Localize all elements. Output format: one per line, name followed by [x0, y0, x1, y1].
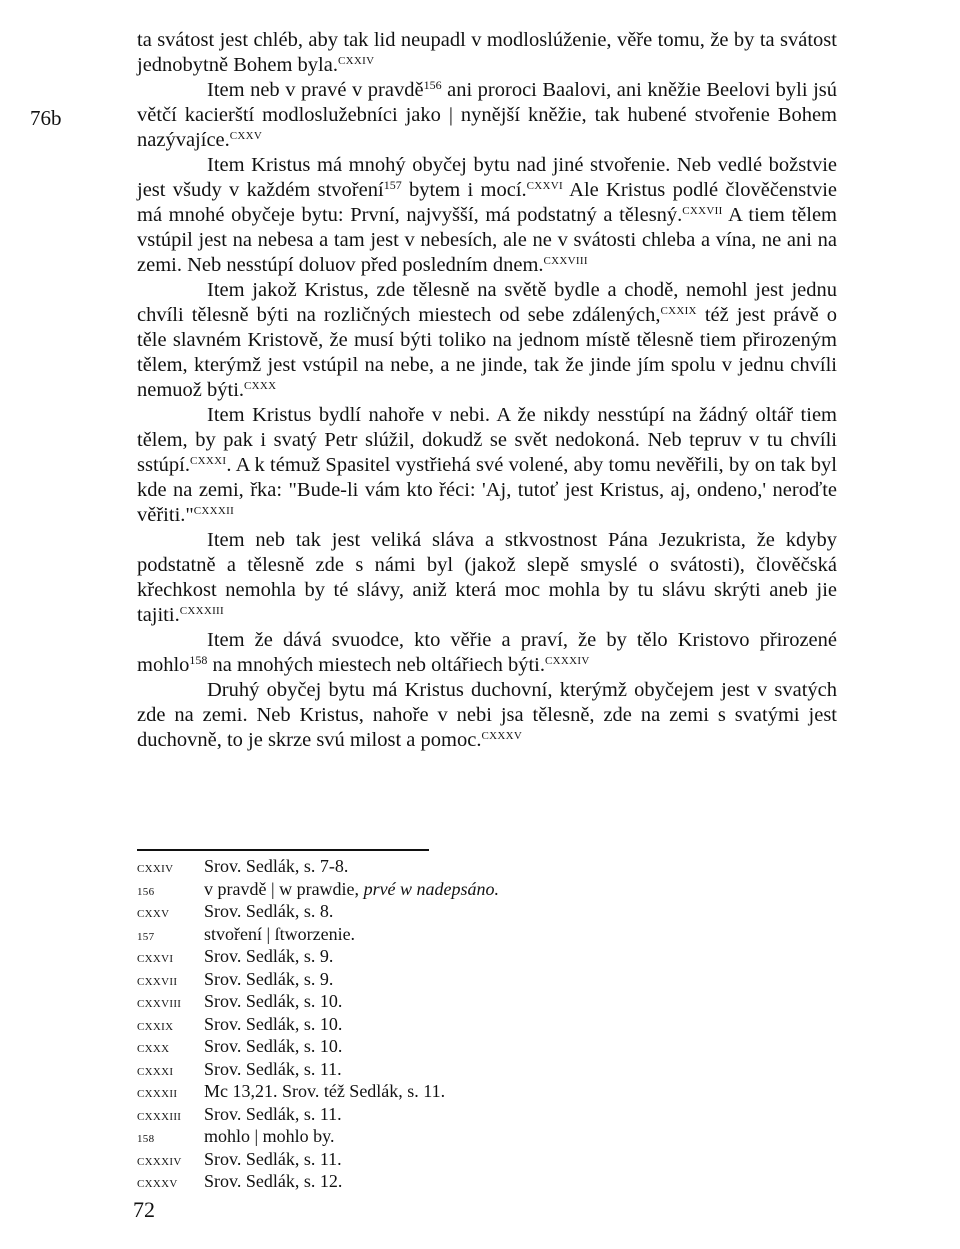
footnote-mark: CXXIX — [137, 1020, 174, 1033]
footnote-text-run: Srov. Sedlák, s. 11. — [204, 1103, 342, 1124]
paragraph — [137, 678, 837, 753]
footnote-mark: CXXXIII — [137, 1110, 182, 1123]
main-text — [137, 28, 837, 753]
text-run: ani proroci Baalovi, ani kněžie Beelovi byli jsú větčí kacierští modloslužebníci jako | nynější kněžie, tak hubené stvořenie Bohem nazývajíce. — [137, 79, 837, 151]
footnote-reference: 158 — [189, 653, 208, 667]
footnote-text — [204, 991, 737, 1012]
footnote-reference: 157 — [383, 178, 402, 192]
footnote-reference: CXXXIII — [179, 605, 224, 617]
footnote-text — [204, 1014, 737, 1035]
text-run: Ale Kristus podlé člověčenstvie má mnohé obyčeje bytu: První, najvyšší, má podstatný a tělesný. — [137, 179, 837, 226]
footnote-text — [204, 901, 737, 922]
footnotes — [137, 856, 737, 1194]
paragraph — [137, 78, 837, 153]
footnote-text-run: Srov. Sedlák, s. 12. — [204, 1171, 343, 1191]
footnote — [137, 856, 737, 879]
paragraph — [137, 628, 837, 678]
text-run: Item jakož Kristus, zde tělesně na světě bydle a chodě, nemohl jest jednu chvíli tělesně býti na rozličných miestech od sebe zdálených, — [137, 279, 837, 326]
footnote-reference: CXXIV — [337, 55, 375, 67]
text-run: Item neb tak jest veliká sláva a stkvostnost Pána Jezukrista, že kdyby podstatně a tělesně zde s námi byl (jakož slepě smyslé o svátosti), člověčská křechkost nemohla by té slávy, aniž která moc mohla by tu slávu skrýti aneb jie tajiti. — [137, 529, 837, 626]
footnote-reference: CXXVII — [682, 205, 723, 217]
footnote-text — [204, 969, 737, 990]
folio-margin-label: 76b — [30, 106, 62, 130]
footnote-text-run: Srov. Sedlák, s. 11. — [204, 1058, 342, 1079]
footnote-text-run: Mc 13,21. Srov. též Sedlák, s. 11. — [204, 1081, 446, 1101]
footnote — [137, 1036, 737, 1059]
footnote-text — [204, 924, 737, 945]
footnote-mark: CXXX — [137, 1043, 170, 1055]
footnote-text — [204, 1149, 737, 1170]
footnote-italic-run: prvé w nadepsáno. — [363, 878, 500, 899]
text-run: Item neb v pravé v pravdě — [207, 79, 424, 101]
footnote-text-run: Srov. Sedlák, s. 10. — [204, 1036, 343, 1056]
footnote-mark: CXXV — [137, 908, 170, 920]
footnote-reference: CXXXV — [481, 730, 523, 742]
footnote-text-run: stvoření | ſtworzenie. — [204, 923, 356, 944]
footnote-reference: CXXXI — [189, 455, 227, 467]
paragraph — [137, 528, 837, 628]
footnote-text — [204, 879, 737, 900]
footnote — [137, 1014, 737, 1037]
footnote — [137, 946, 737, 969]
footnote-text — [204, 1126, 737, 1147]
footnote-mark: CXXVI — [137, 953, 174, 965]
footnote-text-run: Srov. Sedlák, s. 9. — [204, 946, 334, 966]
footnote-mark: CXXXI — [137, 1065, 174, 1078]
footnote-text — [204, 1059, 737, 1080]
paragraph — [137, 153, 837, 278]
text-run: . A k témuž Spasitel vystřiehá své volené, aby tomu nevěřili, by on tak byl kde na zemi, řka: "Bude-li vám kto řéci: 'Aj, tutoť jest Kristus, aj, ondeno,' neroďte věřiti." — [137, 454, 837, 526]
footnote-text-run: Srov. Sedlák, s. 9. — [204, 968, 334, 989]
text-run: Item Kristus má mnohý obyčej bytu nad jiné stvořenie. Neb vedlé božstvie jest všudy v každém stvoření — [137, 154, 837, 201]
footnote-reference: CXXXII — [193, 505, 235, 517]
footnote-text — [204, 1081, 737, 1102]
footnote-mark: CXXVIII — [137, 998, 182, 1010]
footnote-text-run: Srov. Sedlák, s. 7-8. — [204, 856, 349, 876]
footnote-reference: CXXVIII — [543, 255, 588, 267]
text-run: bytem i mocí. — [401, 179, 527, 201]
text-run: též jest právě o těle slavném Kristově, že musí býti toliko na jednom místě tělesně tiem přirozeným tělem, kterýmž jest vstúpil na nebe, a ne jinde, tak že jinde jím spolu v jednu chvíli nemuož býti. — [137, 304, 838, 401]
footnote — [137, 991, 737, 1014]
footnote-mark: CXXXV — [137, 1178, 178, 1190]
text-run: Item Kristus bydlí nahoře v nebi. A že nikdy nesstúpí na žádný oltář tiem tělem, by pak i svatý Petr slúžil, dokudž se svět nedokoná. Neb tepruv v tu chvíli sstúpí. — [137, 404, 837, 476]
footnote-text-run: v pravdě | w prawdie, — [204, 878, 364, 899]
footnote-text-run: Srov. Sedlák, s. 10. — [204, 991, 343, 1011]
text-run: Item že dává svuodce, kto věřie a praví, že by tělo Kristovo přirozené mohlo — [137, 629, 837, 676]
footnote — [137, 1126, 737, 1149]
footnote-reference: CXXXIV — [545, 655, 590, 667]
footnote-mark: CXXXIV — [137, 1155, 182, 1168]
footnote-mark: CXXXII — [137, 1088, 178, 1100]
footnote-reference: CXXV — [229, 130, 263, 142]
footnote — [137, 924, 737, 947]
footnote — [137, 879, 737, 902]
footnote-mark: CXXIV — [137, 863, 174, 875]
paragraph — [137, 278, 837, 403]
footnote-text-run: Srov. Sedlák, s. 11. — [204, 1148, 342, 1169]
footnote — [137, 969, 737, 992]
text-run: A tiem tělem vstúpil jest na nebesa a tam jest v nebesích, ale ne v svátosti chleba a vína, ne ani na zemi. Neb nesstúpí doluov před posledním dnem. — [137, 204, 837, 276]
footnote — [137, 1149, 737, 1172]
footnote — [137, 1104, 737, 1127]
footnote-text — [204, 1036, 737, 1057]
paragraph — [137, 403, 837, 528]
footnote — [137, 1081, 737, 1104]
footnote-mark: 157 — [137, 930, 155, 943]
page-number: 72 — [133, 1197, 155, 1222]
footnote-text-run: Srov. Sedlák, s. 8. — [204, 901, 334, 921]
footnote-reference: CXXVI — [526, 180, 563, 192]
footnote-text — [204, 946, 737, 967]
footnote-mark: 156 — [137, 885, 155, 898]
footnote-text — [204, 1171, 737, 1192]
footnote-mark: 158 — [137, 1133, 155, 1145]
footnote — [137, 1171, 737, 1194]
footnote-separator — [137, 849, 429, 851]
footnote-reference: CXXX — [244, 380, 277, 392]
text-run: na mnohých miestech neb oltářiech býti. — [207, 654, 545, 676]
paragraph — [137, 28, 837, 78]
text-run: Druhý obyčej bytu má Kristus duchovní, kterýmž obyčejem jest v svatých zde na zemi. Neb Kristus, nahoře v nebi jsa tělesně, zde na zemi s svatými jest duchovně, to je skrze svú milost a pomoc. — [137, 679, 837, 751]
footnote-reference: 156 — [423, 78, 442, 92]
footnote — [137, 901, 737, 924]
footnote-text-run: Srov. Sedlák, s. 10. — [204, 1013, 343, 1034]
footnote-text — [204, 856, 737, 877]
footnote — [137, 1059, 737, 1082]
footnote-mark: CXXVII — [137, 975, 178, 988]
footnote-reference: CXXIX — [660, 305, 697, 317]
footnote-text-run: mohlo | mohlo by. — [204, 1126, 335, 1146]
footnote-text — [204, 1104, 737, 1125]
text-run: ta svátost jest chléb, aby tak lid neupadl v modloslúženie, věře tomu, že by ta svátost jednobytně Bohem byla. — [137, 29, 837, 76]
